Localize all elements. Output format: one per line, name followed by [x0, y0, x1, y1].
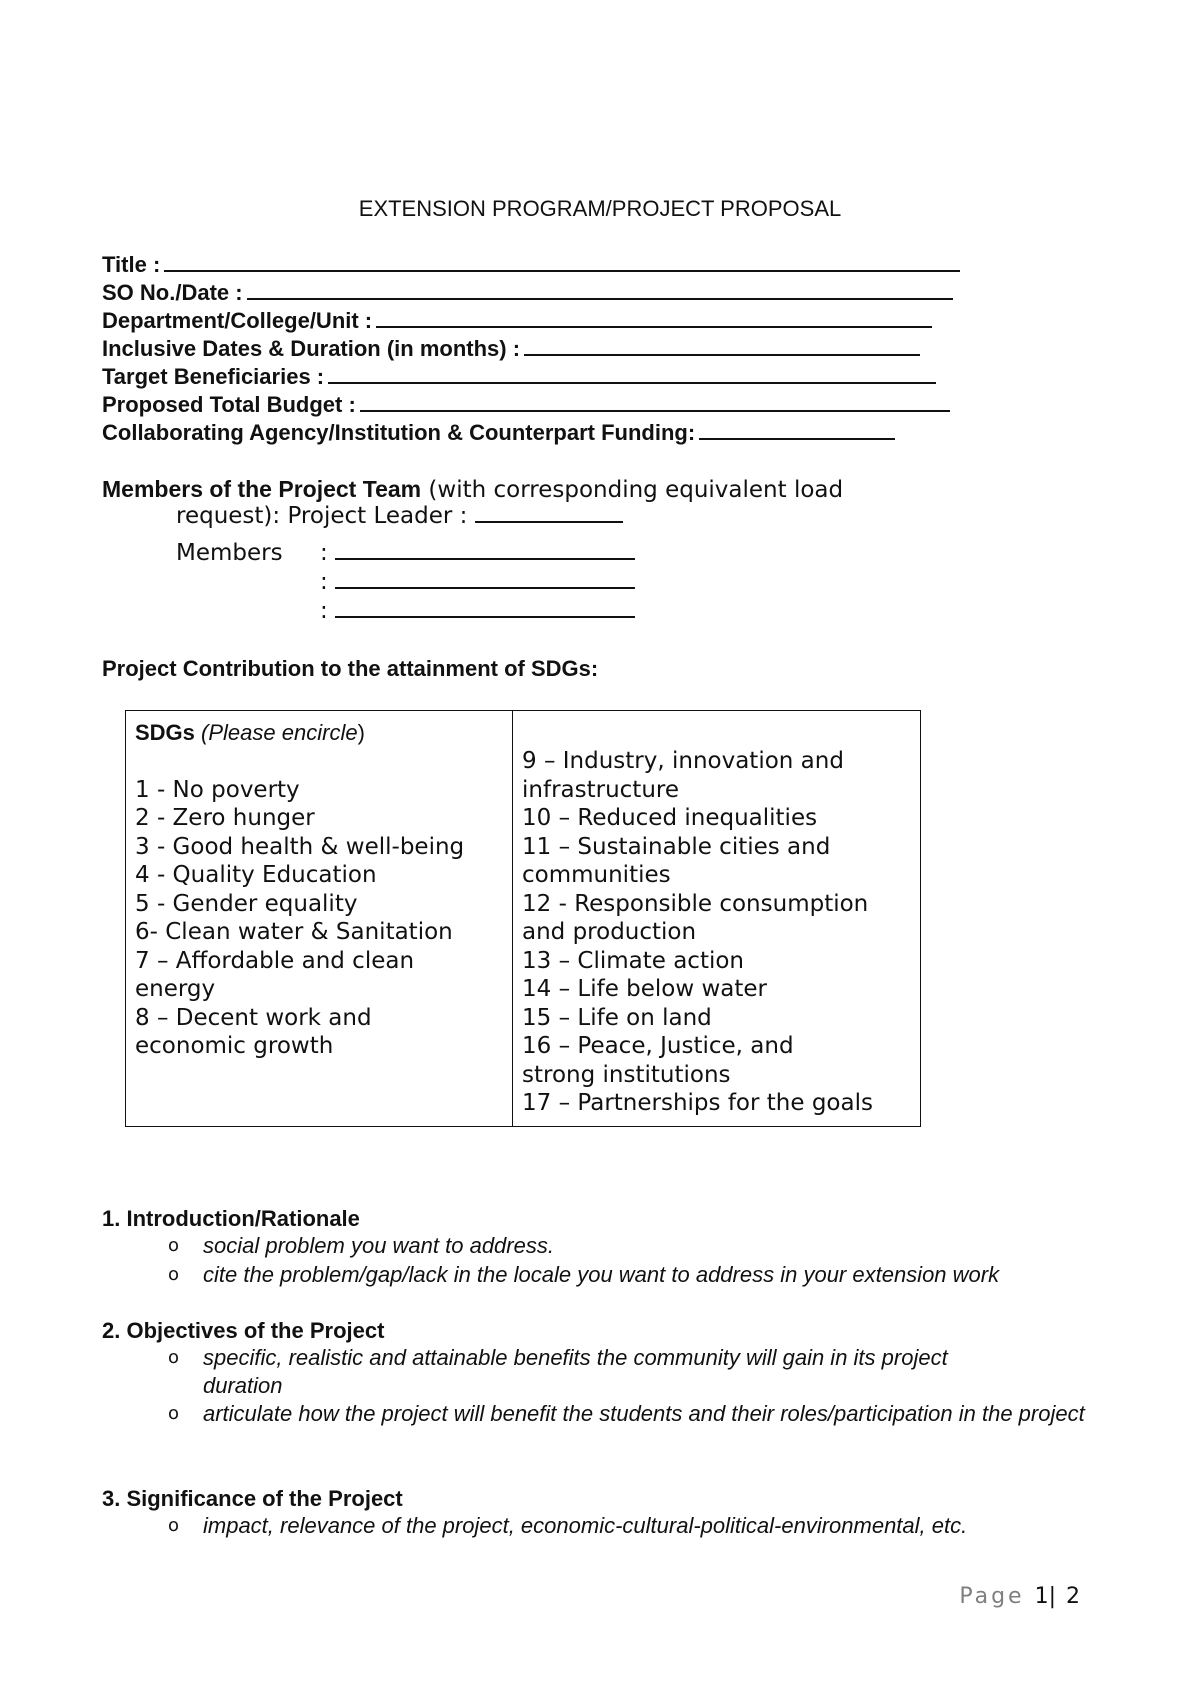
bullet-item — [168, 1400, 1108, 1428]
field-target-beneficiaries — [102, 364, 936, 390]
project-leader-line — [176, 503, 623, 529]
section-heading-objectives: 2. Objectives of the Project — [102, 1318, 385, 1343]
member-blank[interactable] — [335, 540, 635, 560]
field-label: Collaborating Agency/Institution & Counterpart Funding: — [102, 420, 696, 445]
field-label: Title : — [102, 252, 161, 277]
document-title: EXTENSION PROGRAM/PROJECT PROPOSAL — [358, 196, 842, 221]
field-blank[interactable] — [524, 336, 920, 356]
bullet-text: specific, realistic and attainable benefits the community will gain in its project duration — [203, 1345, 948, 1398]
bullet-marker: o — [168, 1403, 180, 1424]
sdg-item[interactable]: 14 – Life below water — [522, 976, 768, 1002]
field-department — [102, 308, 932, 334]
team-heading-rest: (with corresponding equivalent load — [428, 477, 844, 503]
field-label: Target Beneficiaries : — [102, 364, 325, 389]
sdg-caption-close: ) — [357, 720, 365, 745]
members-label: Members — [176, 540, 283, 566]
sdg-left-column — [126, 711, 513, 1127]
page-footer — [959, 1584, 1080, 1609]
sdg-item[interactable]: 10 – Reduced inequalities — [522, 805, 818, 831]
field-blank[interactable] — [360, 392, 950, 412]
bullet-marker: o — [168, 1347, 180, 1368]
field-title — [102, 252, 960, 278]
field-so-date — [102, 280, 953, 306]
member-row — [320, 569, 635, 595]
sdg-caption-bold: SDGs — [135, 720, 195, 745]
field-collaborating-agency — [102, 420, 895, 446]
field-label: Department/College/Unit : — [102, 308, 373, 333]
sdg-item[interactable]: 16 – Peace, Justice, and strong institutions — [522, 1033, 794, 1088]
bullet-text: impact, relevance of the project, economic-cultural-political-environmental, etc. — [203, 1513, 968, 1538]
bullet-marker: o — [168, 1235, 180, 1256]
sdg-item[interactable]: 13 – Climate action — [522, 947, 745, 974]
field-blank[interactable] — [164, 252, 960, 272]
sdg-item[interactable]: 3 - Good health & well-being — [135, 833, 465, 860]
sdg-caption-italic: (Please encircle — [201, 720, 358, 745]
bullet-marker: o — [168, 1515, 180, 1536]
field-label: Proposed Total Budget : — [102, 392, 356, 417]
field-label: Inclusive Dates & Duration (in months) : — [102, 336, 521, 361]
sdg-item[interactable]: 5 - Gender equality — [135, 890, 358, 917]
field-blank[interactable] — [699, 420, 895, 440]
footer-separator: | — [1048, 1584, 1056, 1609]
field-inclusive-dates — [102, 336, 920, 362]
bullet-text: social problem you want to address. — [203, 1233, 554, 1258]
sdg-item[interactable]: 12 - Responsible consumption and production — [522, 890, 869, 945]
project-leader-blank[interactable] — [475, 503, 623, 523]
colon: : — [320, 598, 328, 624]
bullet-text: articulate how the project will benefit the students and their roles/participation in the project — [203, 1401, 1085, 1426]
sdg-item[interactable]: 1 - No poverty — [135, 776, 300, 803]
team-heading — [102, 476, 843, 503]
member-blank[interactable] — [335, 598, 635, 618]
field-blank[interactable] — [247, 280, 953, 300]
bullet-marker: o — [168, 1264, 180, 1285]
team-heading-bold: Members of the Project Team — [102, 476, 422, 502]
section-heading-significance: 3. Significance of the Project — [102, 1486, 403, 1511]
sdg-item[interactable]: 11 – Sustainable cities and communities — [522, 833, 831, 888]
section-heading-introduction: 1. Introduction/Rationale — [102, 1206, 360, 1231]
project-leader-label: request): Project Leader : — [176, 503, 468, 529]
footer-page-word: Page — [959, 1584, 1025, 1609]
bullet-item — [168, 1344, 1108, 1400]
sdg-caption — [135, 719, 503, 748]
member-row — [320, 598, 635, 624]
sdg-item[interactable]: 4 - Quality Education — [135, 862, 377, 888]
sdg-item[interactable]: 2 - Zero hunger — [135, 805, 315, 831]
footer-current-page: 1 — [1034, 1584, 1049, 1609]
field-blank[interactable] — [376, 308, 932, 328]
sdg-heading: Project Contribution to the attainment of SDGs: — [102, 656, 599, 681]
sdg-right-column — [513, 711, 921, 1127]
bullet-text: cite the problem/gap/lack in the locale you want to address in your extension work — [203, 1262, 1000, 1287]
colon: : — [320, 540, 328, 566]
field-label: SO No./Date : — [102, 280, 243, 305]
sdg-item[interactable]: 8 – Decent work and economic growth — [135, 1004, 372, 1059]
members-line — [176, 540, 283, 566]
colon: : — [320, 569, 328, 595]
member-blank[interactable] — [335, 569, 635, 589]
bullet-item — [168, 1261, 1108, 1289]
field-proposed-budget — [102, 392, 950, 418]
sdg-item[interactable]: 9 – Industry, innovation and infrastructure — [522, 748, 844, 803]
sdg-item[interactable]: 17 – Partnerships for the goals — [522, 1090, 873, 1116]
member-row — [320, 540, 635, 566]
footer-total-pages: 2 — [1066, 1584, 1080, 1609]
bullet-item — [168, 1232, 1108, 1260]
bullet-item — [168, 1512, 1108, 1540]
field-blank[interactable] — [328, 364, 936, 384]
sdg-item[interactable]: 7 – Affordable and clean energy — [135, 947, 415, 1002]
sdg-item[interactable]: 15 – Life on land — [522, 1004, 712, 1031]
sdg-table — [125, 710, 921, 1127]
sdg-item[interactable]: 6- Clean water & Sanitation — [135, 919, 453, 945]
